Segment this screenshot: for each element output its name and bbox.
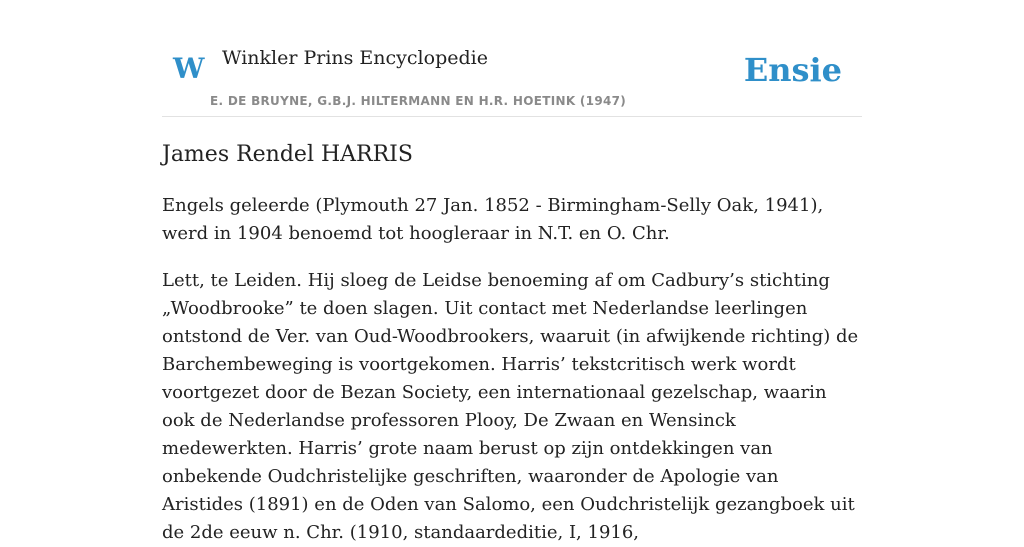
source-title[interactable]: Winkler Prins Encyclopedie	[222, 47, 488, 69]
source-logo-icon[interactable]: W	[173, 52, 205, 85]
site-header	[162, 0, 862, 117]
article-paragraph: Engels geleerde (Plymouth 27 Jan. 1852 - Birmingham-Selly Oak, 1941), werd in 1904 benoemd tot hoogleraar in N.T. en O. Chr.	[162, 195, 824, 244]
source-authors: E. DE BRUYNE, G.B.J. HILTERMANN EN H.R. HOETINK (1947)	[210, 94, 627, 108]
article-paragraph: Lett, te Leiden. Hij sloeg de Leidse benoeming af om Cadbury’s stichting „Woodbrooke” te doen slagen. Uit contact met Nederlandse leerlingen ontstond de Ver. van Oud-Woodbrookers, waaruit (in afwijkende richting) de Barchembeweging is voortgekomen. Harris’ tekstcritisch werk wordt voortgezet door de Bezan Society, een internationaal gezelschap, waarin ook de Nederlandse professoren Plooy, De Zwaan en Wensinck medewerkten. Harris’ grote naam berust op zijn ontdekkingen van onbekende Oudchristelijke geschriften, waaronder de Apologie van Aristides (1891) en de Oden van Salomo, een Oudchristelijk gezangboek uit de 2de eeuw n. Chr. (1910, standaardeditie, I, 1916,	[162, 270, 859, 543]
article	[162, 136, 862, 547]
article-title: James Rendel HARRIS	[162, 142, 413, 167]
brand-logo[interactable]: Ensie	[743, 51, 842, 89]
